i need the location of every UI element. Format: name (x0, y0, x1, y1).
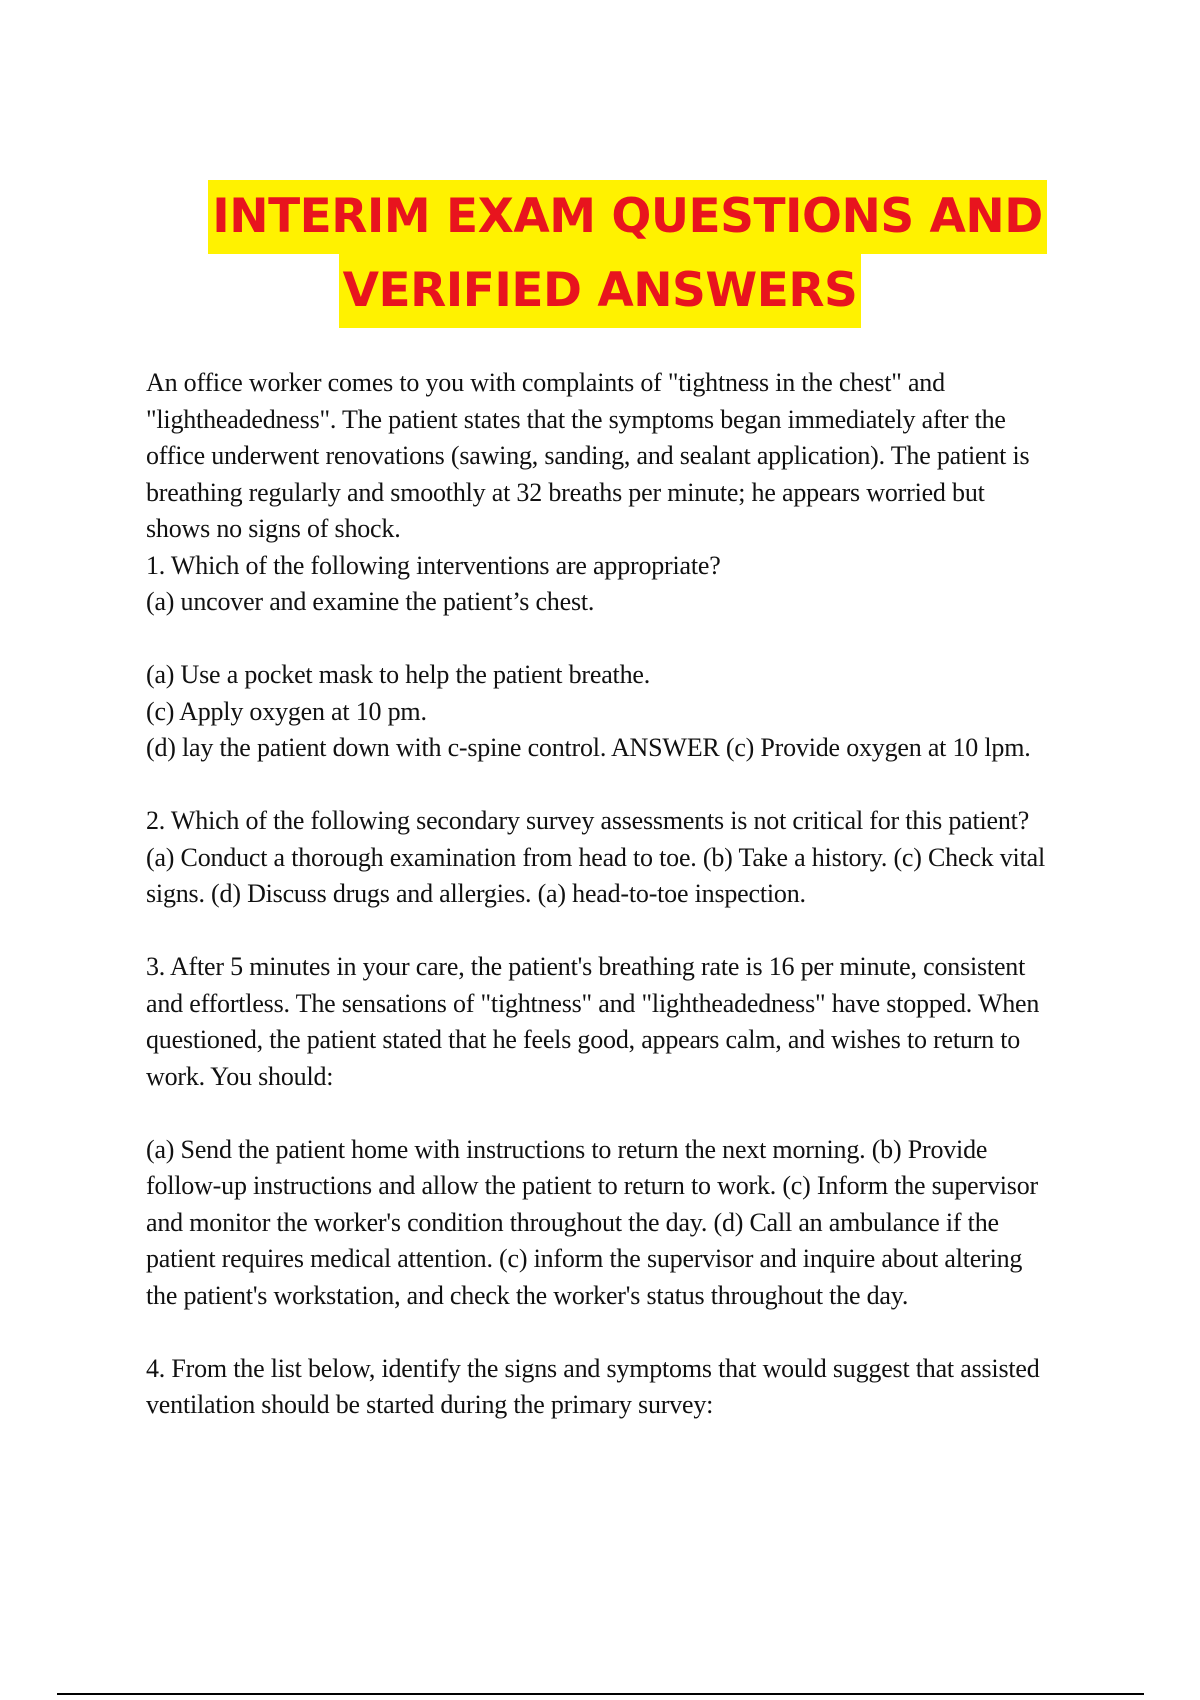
question-2-options-answer: (a) Conduct a thorough examination from head to toe. (b) Take a history. (c) Check vital signs. (d) Discuss drugs and allergies. (a) head-to-toe inspection. (146, 842, 1045, 908)
question-1-option: (a) uncover and examine the patient’s chest. (146, 587, 595, 616)
question-4: 4. From the list below, identify the signs and symptoms that would suggest that assisted ventilation should be started during the primary survey: (146, 1353, 1040, 1419)
paragraph-spacer (146, 621, 1046, 658)
document-body (146, 365, 1046, 1424)
footer-rule (57, 1693, 1144, 1695)
question-1-answer: (d) lay the patient down with c-spine control. ANSWER (c) Provide oxygen at 10 lpm. (146, 733, 1031, 762)
question-1: 1. Which of the following interventions are appropriate? (146, 550, 721, 580)
scenario-paragraph: An office worker comes to you with complaints of "tightness in the chest" and "lightheadedness". The patient states that the symptoms began immediately after the office underwent renovations (sawing, sanding, and sealant application). The patient is breathing regularly and smoothly at 32 breaths per minute; he appears worried but shows no signs of shock. (146, 368, 1030, 543)
document-title (0, 180, 1200, 328)
title-line-1: INTERIM EXAM QUESTIONS AND (208, 180, 1047, 254)
question-2: 2. Which of the following secondary survey assessments is not critical for this patient? (146, 806, 1030, 835)
title-line-2: VERIFIED ANSWERS (339, 254, 862, 328)
question-3: 3. After 5 minutes in your care, the patient's breathing rate is 16 per minute, consistent and effortless. The sensations of "tightness" and "lightheadedness" have stopped. When questioned, the patient stated that he feels good, appears calm, and wishes to return to work. You should: (146, 952, 1040, 1091)
question-1-option: (a) Use a pocket mask to help the patient breathe. (146, 660, 651, 689)
paragraph-spacer (146, 913, 1046, 950)
paragraph-spacer (146, 767, 1046, 804)
question-1-option: (c) Apply oxygen at 10 pm. (146, 696, 427, 726)
paragraph-spacer (146, 1314, 1046, 1351)
question-3-options-answer: (a) Send the patient home with instructions to return the next morning. (b) Provide follow-up instructions and allow the patient to return to work. (c) Inform the supervisor and monitor the worker's condition throughout the day. (d) Call an ambulance if the patient requires medical attention. (c) inform the supervisor and inquire about altering the patient's workstation, and check the worker's status throughout the day. (146, 1134, 1038, 1310)
paragraph-spacer (146, 1095, 1046, 1132)
